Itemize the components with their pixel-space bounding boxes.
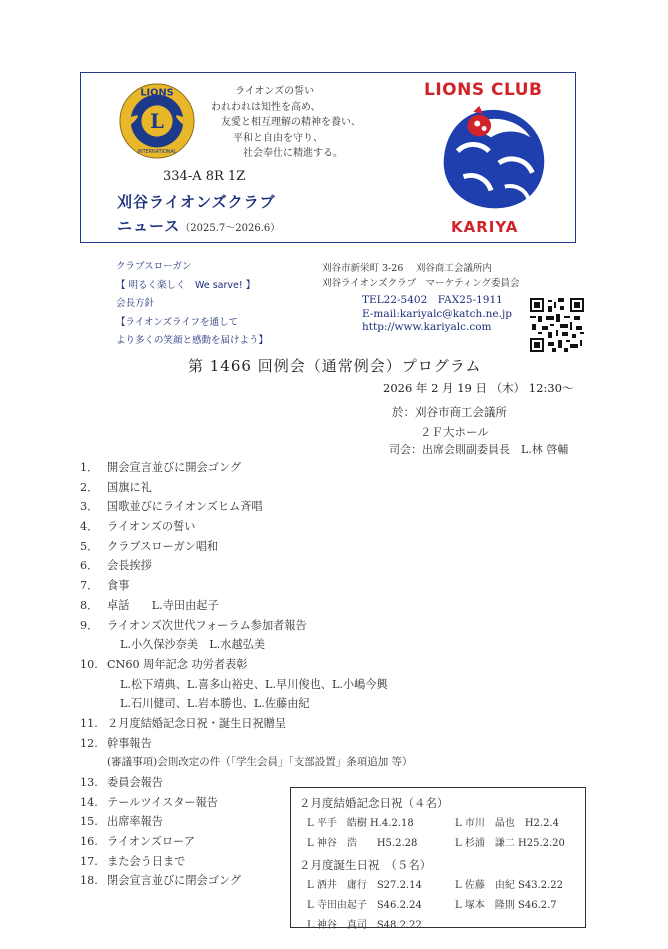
website-link[interactable]: http://www.kariyalc.com bbox=[362, 321, 492, 333]
agenda-item: 16. ライオンズローア bbox=[80, 835, 195, 849]
club-city: KARIYA bbox=[451, 218, 519, 236]
newsletter-title bbox=[117, 190, 280, 241]
agenda-item: 17. また会う日まで bbox=[80, 854, 186, 868]
celebration-row: L 酒井 庸行 S27.2.14 L 佐藤 由紀 S43.2.22 bbox=[307, 880, 564, 891]
pledge-line: われわれは知性を高め、 bbox=[211, 101, 321, 113]
slogan-text: 【 明るく楽しく We sarve! 】 bbox=[116, 279, 256, 291]
newsletter-period: （2025.7～2026.6） bbox=[180, 223, 281, 234]
newsletter-label: ニュース bbox=[117, 217, 181, 235]
qr-code-icon[interactable] bbox=[530, 298, 584, 352]
celebration-row: L 平手 皓樹 H.4.2.18 L 市川 晶也 H2.2.4 bbox=[307, 818, 559, 829]
meeting-host: 司会：出席会則副委員長 L.林 啓輔 bbox=[389, 443, 569, 456]
lion-mascot-icon bbox=[434, 103, 552, 215]
pledge-line: 平和と自由を守り、 bbox=[233, 132, 323, 144]
agenda-item: 12. 幹事報告 bbox=[80, 736, 152, 750]
agenda-item: 10. CN60 周年記念 功労者表彰 bbox=[80, 657, 248, 671]
pledge-title: ライオンズの誓い bbox=[235, 86, 315, 97]
celebrations-box bbox=[290, 787, 586, 931]
agenda-subline: L.小久保沙奈美 L.水越弘美 bbox=[120, 638, 266, 652]
contact-info bbox=[362, 294, 512, 335]
club-slogan bbox=[116, 258, 268, 351]
logo-text-bottom: INTERNATIONAL bbox=[137, 149, 177, 156]
club-address bbox=[322, 261, 520, 291]
birthday-title: ２月度誕生日祝 （５名） bbox=[299, 858, 432, 872]
agenda-item: 11. ２月度結婚記念日祝・誕生日祝贈呈 bbox=[80, 716, 287, 730]
agenda-subline: L.石川健司、L.岩本勝也、L.佐藤由紀 bbox=[120, 697, 310, 711]
agenda-item: 4． ライオンズの誓い bbox=[80, 520, 196, 534]
agenda-item: 3． 国歌並びにライオンズヒム斉唱 bbox=[80, 500, 263, 514]
agenda-item: 9． ライオンズ次世代フォーラム参加者報告 bbox=[80, 618, 307, 632]
agenda-item: 6． 会長挨拶 bbox=[80, 559, 152, 573]
slogan-label: クラブスローガン bbox=[116, 261, 192, 272]
pledge-line: 友愛と相互理解の精神を養い、 bbox=[221, 117, 361, 128]
meeting-date: 2026 年 2 月 19 日 （木） 12:30～ bbox=[383, 381, 574, 395]
address-line: 刈谷ライオンズクラブ マーケティング委員会 bbox=[322, 278, 520, 289]
celebration-row: L 神谷 真司 S48.2.22 bbox=[307, 920, 422, 931]
venue-line: ２Ｆ大ホール bbox=[420, 425, 489, 439]
email-link[interactable]: E-mail:kariyalc@katch.ne.jp bbox=[362, 307, 512, 320]
policy-text: より多くの笑顔と感動を届けよう】 bbox=[116, 335, 269, 346]
wedding-anniversary-title: ２月度結婚記念日祝（４名） bbox=[299, 796, 449, 810]
meeting-venue bbox=[392, 402, 507, 442]
agenda-item: 7． 食事 bbox=[80, 579, 130, 593]
agenda-item: 5． クラブスローガン唱和 bbox=[80, 539, 219, 553]
logo-text-top: LIONS bbox=[140, 87, 174, 99]
venue-line: 於：刈谷市商工会議所 bbox=[392, 405, 507, 419]
policy-label: 会長方針 bbox=[116, 298, 155, 309]
agenda-item: 1． 開会宣言並びに開会ゴング bbox=[80, 461, 242, 474]
celebration-row: L 寺田由起子 S46.2.24 L 塚本 隆則 S46.2.7 bbox=[307, 900, 557, 911]
agenda-item: 14. テールツイスター報告 bbox=[80, 795, 218, 809]
pledge-line: 社会奉仕に精進する。 bbox=[243, 148, 343, 159]
agenda-item: 18. 閉会宣言並びに閉会ゴング bbox=[80, 874, 242, 888]
agenda-item: 8． 卓話 L.寺田由起子 bbox=[80, 598, 219, 612]
lions-pledge bbox=[207, 84, 387, 162]
phone-fax: TEL22-5402 FAX25-1911 bbox=[362, 294, 503, 306]
policy-text: 【ライオンズライフを通して bbox=[116, 316, 239, 328]
newsletter-club-name: 刈谷ライオンズクラブ bbox=[117, 193, 276, 211]
agenda-subline: L.松下靖典、L.喜多山裕史、L.早川俊也、L.小嶋今興 bbox=[120, 677, 388, 691]
agenda-item: 2． 国旗に礼 bbox=[80, 480, 152, 494]
agenda-subline: (審議事項)会則改定の件（「学生会員」「支部設置」条項追加 等） bbox=[107, 756, 413, 769]
address-line: 刈谷市新栄町 3-26 刈谷商工会議所内 bbox=[322, 263, 492, 274]
program-title: 第 1466 回例会（通常例会）プログラム bbox=[188, 357, 482, 375]
lions-international-logo-icon bbox=[118, 82, 196, 160]
agenda-item: 13. 委員会報告 bbox=[80, 776, 163, 789]
club-name: LIONS CLUB bbox=[424, 80, 543, 100]
district-code: 334-A 8R 1Z bbox=[163, 169, 246, 184]
agenda-item: 15. 出席率報告 bbox=[80, 815, 163, 829]
svg-text:L: L bbox=[150, 109, 164, 133]
celebration-row: L 神谷 浩 H5.2.28 L 杉浦 謙二 H25.2.20 bbox=[307, 838, 565, 849]
